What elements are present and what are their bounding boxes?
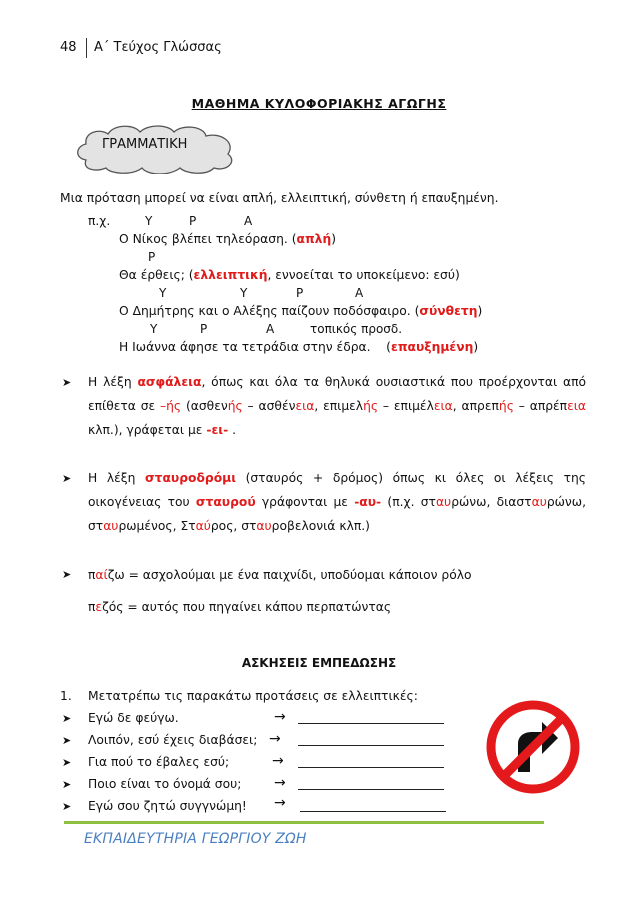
rule-asfaleia: Η λέξη ασφάλεια, όπως και όλα τα θηλυκά ουσιαστικά που προέρχονται από επίθετα σε –ής (ασθενής – ασθένεια, επιμελής – επιμέλεια, απρεπής – απρέπεια κλπ.), γράφεται με -ει- . (88, 375, 587, 437)
rule-pezos: πεζός = αυτός που πηγαίνει κάπου περπατώντας (88, 600, 392, 614)
exercise-item: ➤ Ποιο είναι το όνομά σου; → (62, 777, 462, 791)
page-number: 48 (60, 40, 77, 55)
cloud-label: ΓΡΑΜΜΑΤΙΚΗ (102, 137, 188, 152)
answer-blank[interactable] (300, 799, 446, 812)
intro-text: Μια πρόταση μπορεί να είναι απλή, ελλειπτική, σύνθετη ή επαυξημένη. (60, 191, 499, 205)
example-sentence-4: Η Ιωάννα άφησε τα τετράδια στην έδρα. (επαυξημένη) (119, 340, 479, 354)
arrowhead-bullet-icon: ➤ (62, 756, 72, 769)
arrowhead-bullet-icon: ➤ (62, 376, 72, 389)
arrowhead-bullet-icon: ➤ (62, 568, 72, 581)
marker-object-4: Α (266, 322, 275, 336)
marker-subject-3b: Υ (240, 286, 248, 300)
marker-verb-2: Ρ (148, 250, 156, 264)
right-arrow-icon: → (274, 775, 286, 791)
footer-text: ΕΚΠΑΙΔΕΥΤΗΡΙΑ ΓΕΩΡΓΙΟΥ ΖΩΗ (84, 831, 307, 847)
arrowhead-bullet-icon: ➤ (62, 712, 72, 725)
example-sentence-2: Θα έρθεις; (ελλειπτική, εννοείται το υποκείμενο: εσύ) (119, 268, 460, 282)
no-right-turn-sign-icon (486, 700, 580, 794)
marker-subject: Υ (145, 214, 153, 228)
arrowhead-bullet-icon: ➤ (62, 800, 72, 813)
exercise-number: 1. (60, 689, 72, 703)
marker-verb-4: Ρ (200, 322, 208, 336)
book-title: Α΄ Τεύχος Γλώσσας (94, 40, 222, 55)
answer-blank[interactable] (298, 777, 444, 790)
marker-subject-4: Υ (150, 322, 158, 336)
marker-verb: Ρ (189, 214, 197, 228)
exercise-item: ➤ Για πού το έβαλες εσύ; → (62, 755, 462, 769)
marker-object-3: Α (355, 286, 364, 300)
example-prefix: π.χ. (88, 214, 111, 228)
arrowhead-bullet-icon: ➤ (62, 778, 72, 791)
answer-blank[interactable] (298, 755, 444, 768)
right-arrow-icon: → (274, 795, 286, 811)
answer-blank[interactable] (298, 733, 444, 746)
exercise-instruction: Μετατρέπω τις παρακάτω προτάσεις σε ελλειπτικές: (88, 689, 418, 703)
exercise-item: ➤ Εγώ σου ζητώ συγγνώμη! → (62, 799, 462, 813)
exercises-title: ΑΣΚΗΣΕΙΣ ΕΜΠΕΔΩΣΗΣ (241, 656, 397, 670)
example-sentence-3: Ο Δημήτρης και ο Αλέξης παίζουν ποδόσφαιρο. (σύνθετη) (119, 304, 483, 318)
marker-object: Α (244, 214, 253, 228)
marker-adverbial-4: τοπικός προσδ. (310, 322, 403, 336)
example-sentence-1: Ο Νίκος βλέπει τηλεόραση. (απλή) (119, 232, 337, 246)
marker-verb-3: Ρ (296, 286, 304, 300)
right-arrow-icon: → (269, 731, 281, 747)
answer-blank[interactable] (298, 711, 444, 724)
right-arrow-icon: → (274, 709, 286, 725)
marker-subject-3a: Υ (159, 286, 167, 300)
footer-rule (64, 821, 544, 824)
arrowhead-bullet-icon: ➤ (62, 734, 72, 747)
right-arrow-icon: → (272, 753, 284, 769)
rule-stavrodromi: Η λέξη σταυροδρόμι (σταυρός + δρόμος) όπως κι όλες οι λέξεις της οικογένειας του σταυρού γράφονται με -αυ- (π.χ. σταυρώνω, διασταυρώνω, σταυρωμένος, Σταύρος, σταυροβελονιά κλπ.) (88, 471, 587, 533)
arrowhead-bullet-icon: ➤ (62, 472, 72, 485)
exercise-item: ➤ Εγώ δε φεύγω. → (62, 711, 462, 725)
rule-paizo: παίζω = ασχολούμαι με ένα παιχνίδι, υποδύομαι κάποιον ρόλο (88, 568, 472, 582)
header-separator (86, 38, 87, 58)
page-title: ΜΑΘΗΜΑ ΚΥΛΟΦΟΡΙΑΚΗΣ ΑΓΩΓΗΣ (191, 96, 447, 111)
exercise-item: ➤ Λοιπόν, εσύ έχεις διαβάσει; → (62, 733, 462, 747)
